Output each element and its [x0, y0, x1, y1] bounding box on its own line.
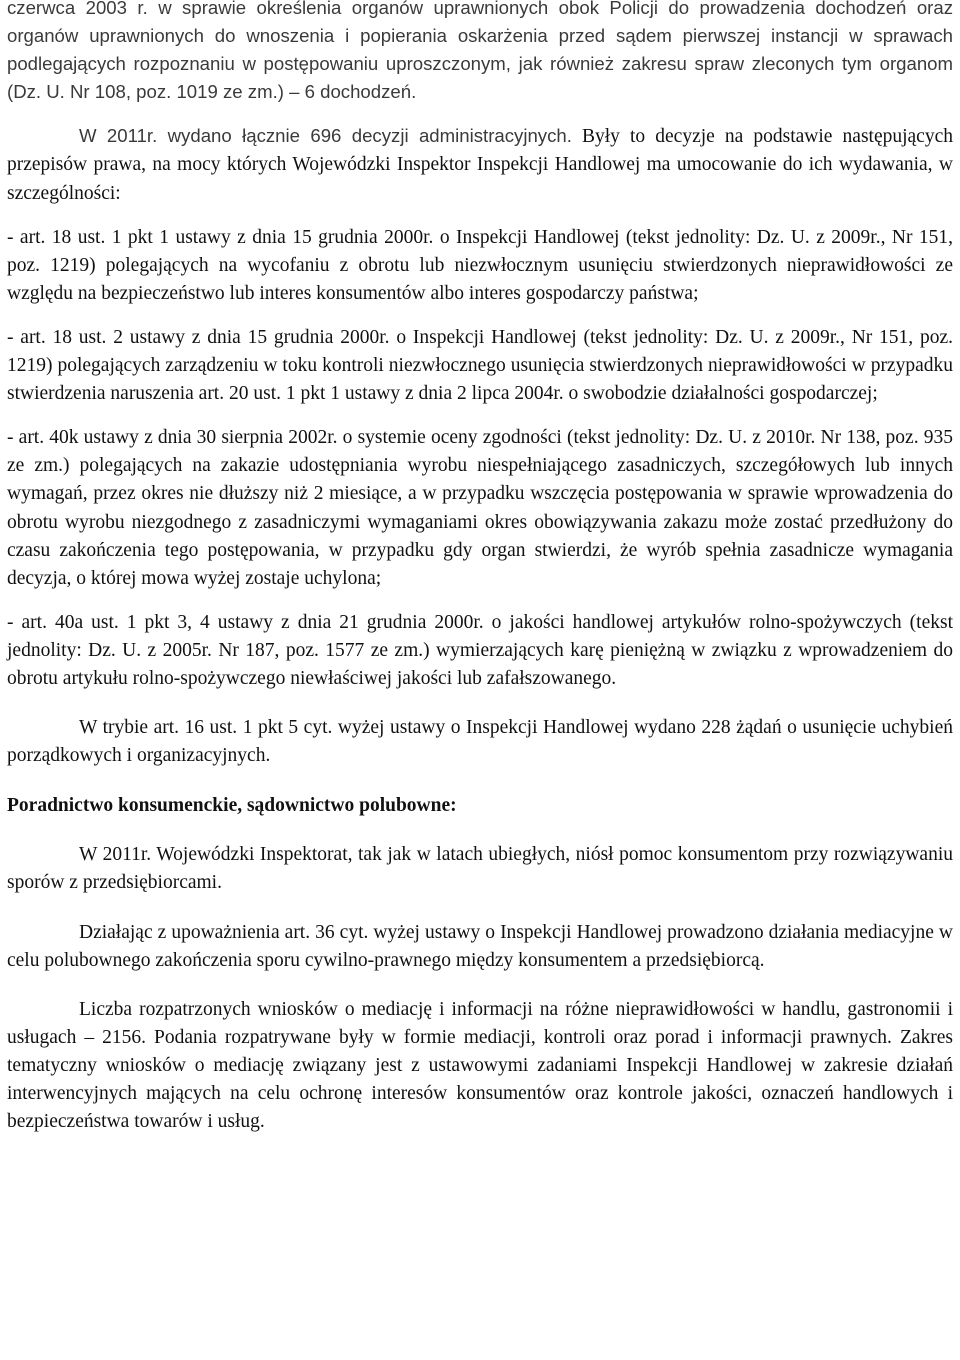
demands-paragraph: W trybie art. 16 ust. 1 pkt 5 cyt. wyżej ustawy o Inspekcji Handlowej wydano 228 żądań o usunięcie uchybień porządkowych i organizacyjnych. — [7, 717, 953, 767]
list-item-art-18-1: - art. 18 ust. 1 pkt 1 ustawy z dnia 15 grudnia 2000r. o Inspekcji Handlowej (tekst jednolity: Dz. U. z 2009r., Nr 151, poz. 1219) polegających na wycofaniu z obrotu lub niezwłocznym usunięciu stwierdzonych nieprawidłowości ze względu na bezpieczeństwo lub interes konsumentów albo interes gospodarczy państwa; — [7, 226, 953, 304]
list-item-art-40a: - art. 40a ust. 1 pkt 3, 4 ustawy z dnia 21 grudnia 2000r. o jakości handlowej artykułów rolno-spożywczych (tekst jednolity: Dz. U. z 2005r. Nr 187, poz. 1577 ze zm.) wymierzających karę pieniężną w związku z wprowadzeniem do obrotu artykułu rolno-spożywczego niewłaściwej jakości lub zafałszowanego. — [7, 611, 953, 689]
list-item-art-40k: - art. 40k ustawy z dnia 30 sierpnia 2002r. o systemie oceny zgodności (tekst jednolity: Dz. U. z 2010r. Nr 138, poz. 935 ze zm.) polegających na zakazie udostępniania wyrobu niespełniającego zasadniczych, szczegółowych lub innych wymagań, przez okres nie dłuższy niż 2 miesiące, a w przypadku wszczęcia postępowania w sprawie wprowadzenia do obrotu wyrobu niezgodnego z zasadniczymi wymaganiami okres obowiązywania zakazu może zostać przedłużony do czasu zakończenia tego postępowania, w przypadku gdy organ stwierdzi, że wyrób spełnia zasadnicze wymagania decyzja, o której mowa wyżej zostaje uchylona; — [7, 427, 953, 589]
section-heading: Poradnictwo konsumenckie, sądownictwo polubowne: — [7, 795, 457, 817]
consumer-help-paragraph: W 2011r. Wojewódzki Inspektorat, tak jak w latach ubiegłych, niósł pomoc konsumentom przy rozwiązywaniu sporów z przedsiębiorcami. — [7, 844, 953, 894]
decisions-rest-text: Były to decyzje na podstawie następujących przepisów prawa, na mocy których Wojewódzki Inspektor Inspekcji Handlowej ma umocowanie do ich wydawania, w szczególności: — [7, 126, 953, 204]
list-item-art-18-2: - art. 18 ust. 2 ustawy z dnia 15 grudnia 2000r. o Inspekcji Handlowej (tekst jednolity: Dz. U. z 2009r., Nr 151, poz. 1219) polegających zarządzeniu w toku kontroli niezwłocznego usunięcia stwierdzonych nieprawidłowości w przypadku stwierdzenia naruszenia art. 20 ust. 1 pkt 1 ustawy z dnia 2 lipca 2004r. o swobodzie działalności gospodarczej; — [7, 326, 953, 405]
document-page — [7, 0, 953, 1136]
intro-paragraph: czerwca 2003 r. w sprawie określenia organów uprawnionych obok Policji do prowadzenia dochodzeń oraz organów uprawnionych do wnoszenia i popierania oskarżenia przed sądem pierwszej instancji w sprawach podlegających rozpoznaniu w postępowaniu uproszczonym, jak również zakresu spraw zleconych tym organom (Dz. U. Nr 108, poz. 1019 ze zm.) – 6 dochodzeń. — [7, 0, 953, 103]
mediation-paragraph: Działając z upoważnienia art. 36 cyt. wyżej ustawy o Inspekcji Handlowej prowadzono działania mediacyjne w celu polubownego zakończenia sporu cywilno-prawnego między konsumentem a przedsiębiorcą. — [7, 921, 953, 971]
decisions-paragraph — [7, 122, 953, 207]
requests-count-paragraph: Liczba rozpatrzonych wniosków o mediację i informacji na różne nieprawidłowości w handlu, gastronomii i usługach – 2156. Podania rozpatrywane były w formie mediacji, kontroli oraz porad i informacji prawnych. Zakres tematyczny wniosków o mediację związany jest z ustawowymi zadaniami Inspekcji Handlowej w zakresie działań interwencyjnych mających na celu ochronę interesów konsumentów oraz kontrole jakości, oznaczeń handlowych i bezpieczeństwa towarów i usług. — [7, 998, 953, 1133]
decisions-lead-text: W 2011r. wydano łącznie 696 decyzji administracyjnych. — [79, 125, 572, 147]
